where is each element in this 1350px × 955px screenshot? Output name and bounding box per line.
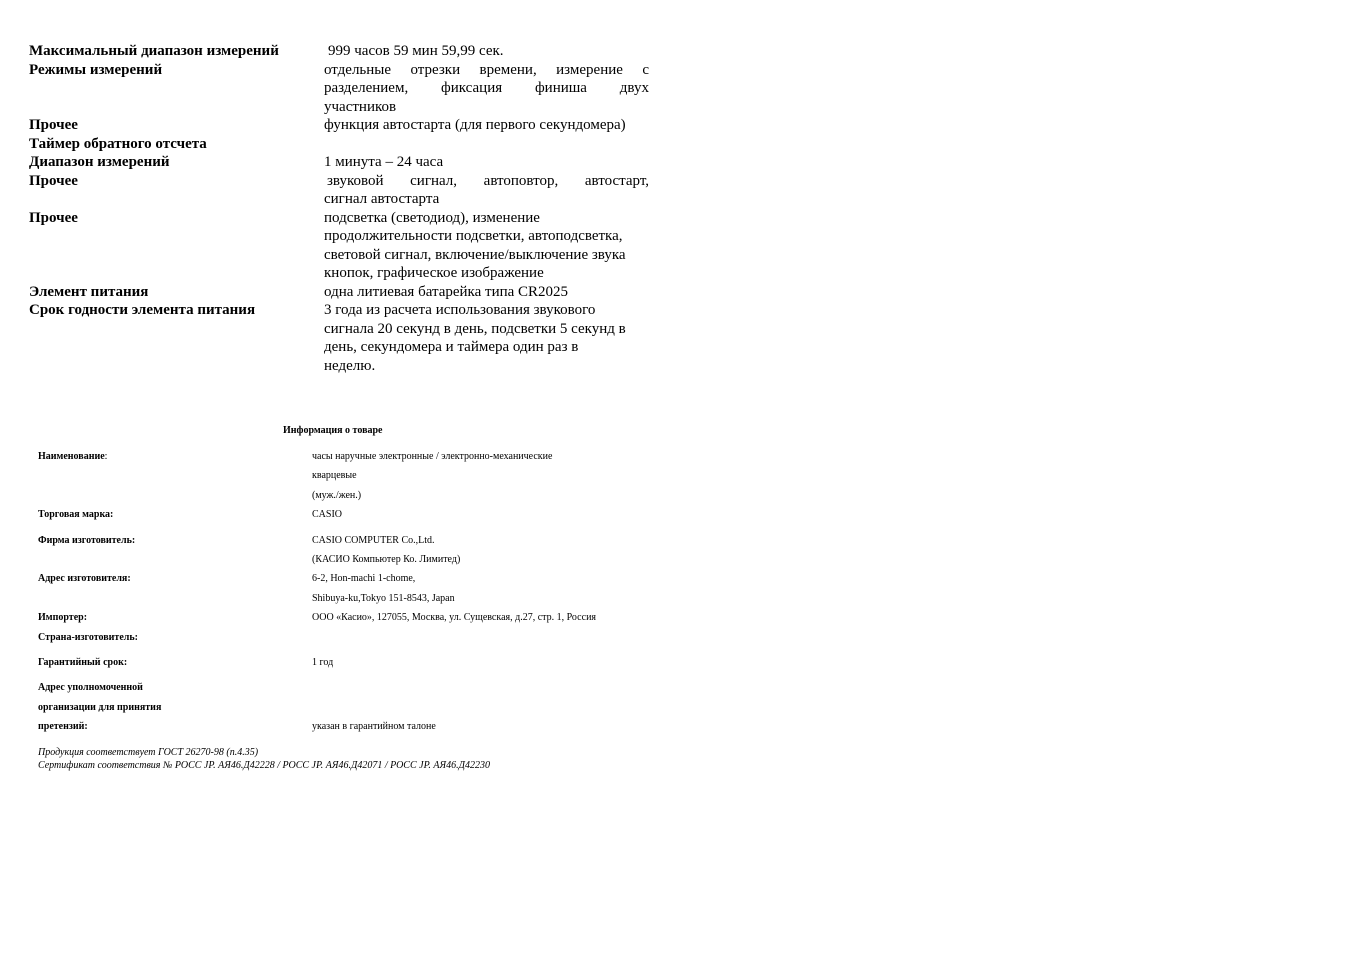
info-label: претензий: xyxy=(38,721,88,733)
info-row-country xyxy=(38,628,658,647)
spec-label: Срок годности элемента питания xyxy=(29,302,256,318)
info-label: Торговая марка: xyxy=(38,509,114,521)
spec-value-line: разделением, фиксация финиша двух xyxy=(324,80,649,96)
info-row-name-3 xyxy=(38,486,658,505)
spec-label: Диапазон измерений xyxy=(29,154,170,170)
info-label xyxy=(38,447,312,466)
spec-value xyxy=(324,172,649,209)
spec-value: 999 часов 59 мин 59,99 сек. xyxy=(328,43,504,59)
spec-value-line: отдельные отрезки времени, измерение с xyxy=(324,61,649,78)
spec-value-line: сигнал автостарта xyxy=(324,191,440,207)
spec-value-line: сигнала 20 секунд в день, подсветки 5 секунд в xyxy=(324,320,626,337)
info-value: CASIO xyxy=(312,509,343,521)
info-row-claims-3 xyxy=(38,717,658,736)
info-value: Shibuya-ku,Tokyo 151-8543, Japan xyxy=(312,592,455,604)
spec-value-line: кнопок, графическое изображение xyxy=(324,265,544,281)
info-row-claims-1 xyxy=(38,678,658,697)
info-value: 6-2, Hon-machi 1-chome, xyxy=(312,573,416,585)
gost-compliance-text: Продукция соответствует ГОСТ 26270-98 (п.4.35) xyxy=(38,747,259,758)
info-row-address xyxy=(38,569,658,588)
product-info-title: Информация о товаре xyxy=(283,425,383,436)
info-row-importer xyxy=(38,608,658,627)
spec-value-line: световой сигнал, включение/выключение звука xyxy=(324,246,626,263)
spec-value-line: звуковой сигнал, автоповтор, автостарт, xyxy=(327,172,649,189)
spec-row-other-1 xyxy=(29,116,651,135)
info-value: (КАСИО Компьютер Ко. Лимитед) xyxy=(312,554,461,566)
info-value: часы наручные электронные / электронно-механические xyxy=(312,451,553,462)
info-row-claims-2 xyxy=(38,698,658,717)
spec-value xyxy=(324,135,649,154)
info-row-name-2 xyxy=(38,466,658,485)
spec-label: Режимы измерений xyxy=(29,61,163,78)
spec-row-measure-range xyxy=(29,153,651,172)
spec-value-line: участников xyxy=(324,98,397,115)
spec-label: Элемент питания xyxy=(29,283,149,300)
info-value: ООО «Касио», 127055, Москва, ул. Сущевская, д.27, стр. 1, Россия xyxy=(312,612,597,624)
specifications-table xyxy=(29,42,651,375)
spec-row-countdown-timer xyxy=(29,135,651,154)
spec-value: одна литиевая батарейка типа CR2025 xyxy=(324,283,569,300)
info-value: CASIO COMPUTER Co.,Ltd. xyxy=(312,534,435,546)
spec-row-battery-life xyxy=(29,301,651,375)
spec-label: Прочее xyxy=(29,172,78,189)
spec-value-line: день, секундомера и таймера один раз в xyxy=(324,339,579,355)
spec-value xyxy=(324,301,649,375)
spec-value-line: неделю. xyxy=(324,357,376,374)
info-row-maker-2 xyxy=(38,550,658,569)
spec-value-line: подсветка (светодиод), изменение xyxy=(324,209,540,226)
spec-label: Прочее xyxy=(29,209,78,226)
info-label: Гарантийный срок: xyxy=(38,657,128,669)
name-label: Наименование xyxy=(38,451,105,462)
info-label: Адрес изготовителя: xyxy=(38,573,131,585)
spec-value: функция автостарта (для первого секундомера) xyxy=(324,117,626,133)
spec-label: Таймер обратного отсчета xyxy=(29,135,207,152)
info-label: Импортер: xyxy=(38,612,88,624)
spec-value-line: 3 года из расчета использования звукового xyxy=(324,302,596,318)
certificate-text: Сертификат соответствия № РОСС JP. АЯ46.Д42228 / РОСС JP. АЯ46.Д42071 / РОСС JP. АЯ46.Д42230 xyxy=(38,760,490,771)
spec-row-max-range xyxy=(29,42,651,61)
spec-value-line: продолжительности подсветки, автоподсветка, xyxy=(324,228,623,244)
info-row-brand xyxy=(38,505,658,524)
info-label: Адрес уполномоченной xyxy=(38,682,143,694)
info-row-warranty xyxy=(38,653,658,672)
spec-row-modes xyxy=(29,61,651,117)
spec-label: Прочее xyxy=(29,117,78,133)
spec-value: 1 минута – 24 часа xyxy=(324,154,444,170)
info-label: организации для принятия xyxy=(38,701,162,713)
info-value: кварцевые xyxy=(312,470,357,482)
spec-value xyxy=(324,61,649,117)
spec-row-battery xyxy=(29,283,651,302)
info-value: (муж./жен.) xyxy=(312,489,362,501)
info-row-maker xyxy=(38,531,658,550)
info-value: 1 год xyxy=(312,657,334,669)
info-value: указан в гарантийном талоне xyxy=(312,721,436,733)
spec-row-other-2 xyxy=(29,172,651,209)
info-label: Страна-изготовитель: xyxy=(38,631,138,643)
info-label: Фирма изготовитель: xyxy=(38,534,136,546)
spec-label: Максимальный диапазон измерений xyxy=(29,43,279,59)
name-colon: : xyxy=(104,451,108,462)
spec-row-other-3 xyxy=(29,209,651,283)
product-info-table xyxy=(38,447,658,737)
info-row-name xyxy=(38,447,658,466)
spec-value xyxy=(324,209,649,283)
info-row-address-2 xyxy=(38,589,658,608)
certification-footer xyxy=(38,746,490,772)
